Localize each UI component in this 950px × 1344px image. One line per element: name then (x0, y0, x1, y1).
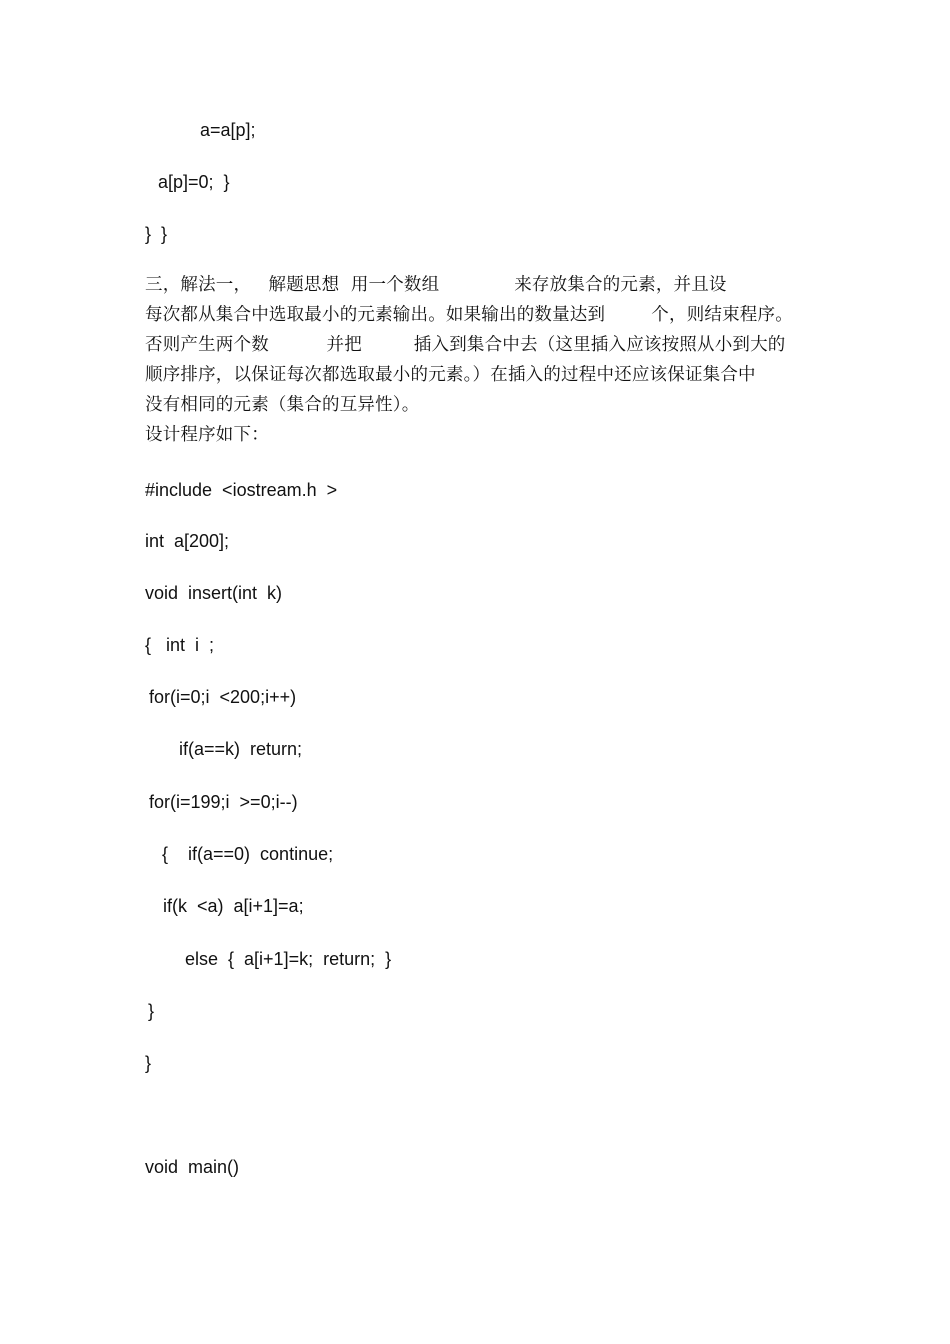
code-line: if(a==k) return; (179, 739, 303, 759)
paragraph-line: 三，解法一， 解题思想 用一个数组 来存放集合的元素，并且设 (145, 275, 727, 295)
paragraph-line: 设计程序如下： (145, 425, 269, 445)
code-line: else { a[i+1]=k; return; } (185, 949, 392, 969)
paragraph-line: 每次都从集合中选取最小的元素输出。如果输出的数量达到 个，则结束程序。 (145, 305, 793, 325)
code-line: { int i ; (145, 635, 215, 655)
code-line: a[p]=0; } (158, 172, 230, 192)
code-line: for(i=0;i <200;i++) (149, 687, 297, 707)
code-line: } (145, 1053, 152, 1073)
paragraph-line: 否则产生两个数 并把 插入到集合中去（这里插入应该按照从小到大的 (145, 335, 786, 355)
code-line: if(k <a) a[i+1]=a; (163, 896, 304, 916)
code-line: } (148, 1001, 155, 1021)
code-line: a=a[p]; (200, 120, 256, 140)
code-line: } } (145, 224, 168, 244)
paragraph-line: 顺序排序，以保证每次都选取最小的元素。）在插入的过程中还应该保证集合中 (145, 365, 756, 385)
code-line: #include <iostream.h > (145, 480, 338, 500)
code-line: int a[200]; (145, 531, 230, 551)
code-line: for(i=199;i >=0;i--) (149, 792, 298, 812)
code-line: { if(a==0) continue; (162, 844, 334, 864)
code-line: void main() (145, 1157, 240, 1177)
paragraph-line: 没有相同的元素（集合的互异性）。 (145, 395, 420, 415)
code-line: void insert(int k) (145, 583, 283, 603)
